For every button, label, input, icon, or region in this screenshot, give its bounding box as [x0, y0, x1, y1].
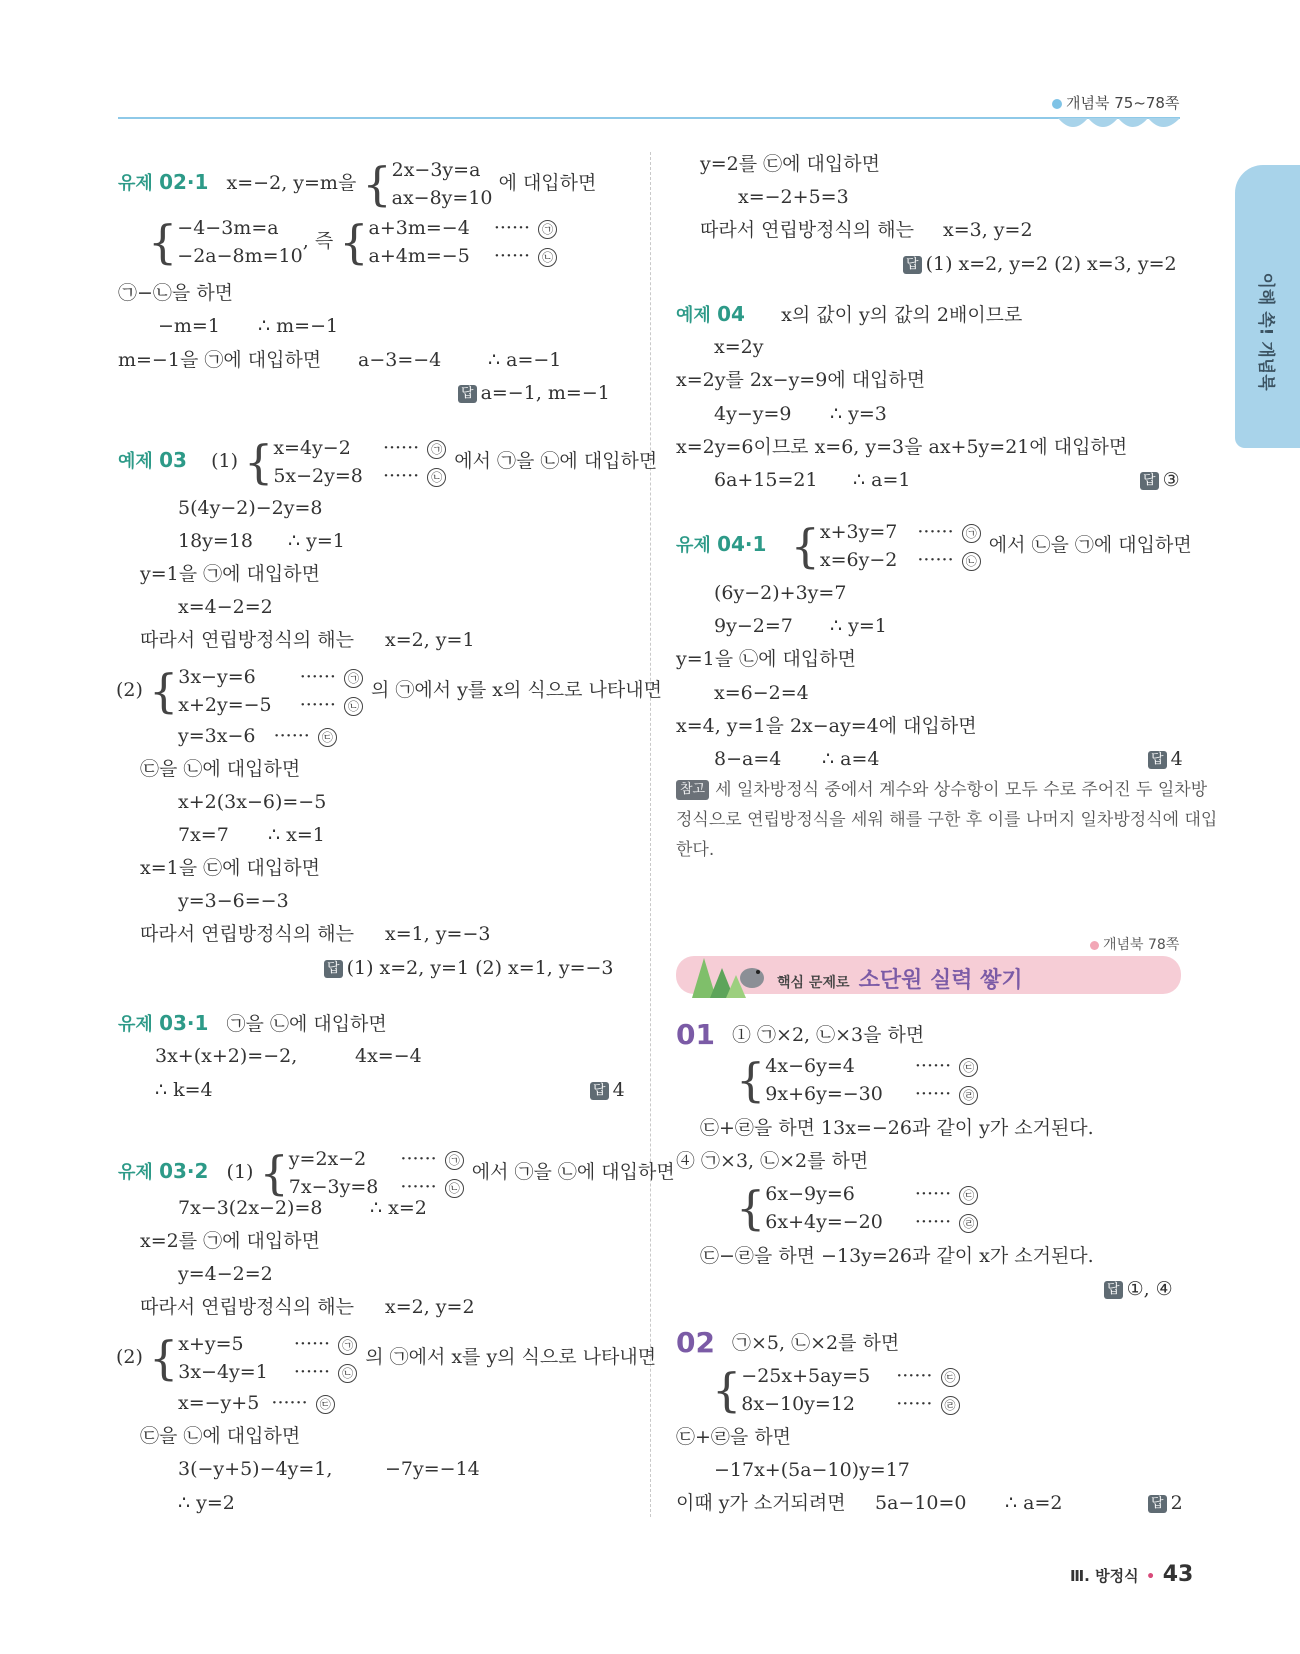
- header-wave-decoration: [1058, 118, 1180, 136]
- text-line: ㉢을 ㉡에 대입하면: [140, 1425, 301, 1447]
- text-line: ㉠×5, ㉡×2를 하면: [732, 1332, 900, 1354]
- text-line: −17x+(5a−10)y=17: [714, 1459, 910, 1481]
- q01-system-2: { 6x−9y=6 6x+4y=−20 ······ ㉢ ······ ㉣: [736, 1180, 980, 1236]
- text-line: ∴ a=1: [853, 469, 911, 491]
- section-ref: 개념북 78쪽: [1090, 934, 1179, 954]
- text-line: ㉠−㉡을 하면: [118, 282, 234, 304]
- text-line: −m=1: [158, 315, 220, 337]
- text-line: ∴ y=2: [178, 1492, 235, 1514]
- tree-bird-illustration: [682, 940, 770, 1000]
- text-line: ∴ a=4: [822, 748, 880, 770]
- text-line: x=1, y=−3: [385, 923, 491, 945]
- text-line: x=2y=6이므로 x=6, y=3을 ax+5y=21에 대입하면: [676, 436, 1128, 458]
- text-line: x=2를 ㉠에 대입하면: [140, 1230, 320, 1252]
- text-line: y=2를 ㉢에 대입하면: [700, 153, 880, 175]
- text-line: x=3, y=2: [943, 219, 1033, 241]
- text-line: 6a+15=21: [714, 469, 818, 491]
- text-line: a−3=−4: [358, 349, 442, 371]
- problem-02-1-intro: 유제 02·1 x=−2, y=m을 { 2x−3y=a ax−8y=10 에 대입하면: [118, 157, 597, 211]
- text-line: 4y−y=9: [714, 403, 792, 425]
- problem-04-1-intro: 유제 04·1 { x+3y=7 x=6y−2 ······ ㉠ ······ ㉡ 에서 ㉡을 ㉠에 대입하면: [676, 519, 1192, 573]
- text-line: 3(−y+5)−4y=1,: [178, 1458, 333, 1480]
- text-line: ∴ x=2: [370, 1197, 427, 1219]
- question-number: 02: [676, 1326, 715, 1359]
- text-line: 5(4y−2)−2y=8: [178, 497, 323, 519]
- text-line: 18y=18: [178, 530, 254, 552]
- answer: 답 2: [1148, 1490, 1183, 1516]
- text-line: ∴ y=3: [830, 403, 887, 425]
- text-line: x=4, y=1을 2x−ay=4에 대입하면: [676, 715, 977, 737]
- answer: 답 (1) x=2, y=2 (2) x=3, y=2: [903, 251, 1177, 277]
- problem-label: 유제 03·2: [118, 1159, 209, 1183]
- text-line: −7y=−14: [385, 1458, 480, 1480]
- question-number: 01: [676, 1018, 715, 1051]
- example-03-part2: (2) { 3x−y=6 x+2y=−5 ······ ㉠ ······ ㉡ 의 ㉠에서 y를 x의 식으로 나타내면: [116, 664, 662, 718]
- text-line: x=2y를 2x−y=9에 대입하면: [676, 369, 926, 391]
- note-tag: 참고: [676, 780, 709, 800]
- problem-02-1-system: { −4−3m=a −2a−8m=10 , 즉 { a+3m=−4 a+4m=−5 ······ ㉠ ······ ㉡: [148, 214, 559, 270]
- column-divider: [650, 152, 651, 1517]
- text-line: m=−1을 ㉠에 대입하면: [118, 349, 322, 371]
- text-line: ㉢+㉣을 하면 13x=−26과 같이 y가 소거된다.: [700, 1117, 1094, 1139]
- text-line: (6y−2)+3y=7: [714, 582, 847, 604]
- text-line: 이때 y가 소거되려면: [676, 1492, 846, 1514]
- text-line: y=1을 ㉠에 대입하면: [140, 563, 320, 585]
- text-line: 따라서 연립방정식의 해는: [140, 1296, 354, 1318]
- text-line: 따라서 연립방정식의 해는: [140, 629, 354, 651]
- section-title: 핵심 문제로 소단원 실력 쌓기: [777, 968, 1023, 993]
- text-line: 4x=−4: [355, 1045, 422, 1067]
- text-line: ㉢+㉣을 하면: [676, 1426, 792, 1448]
- problem-label: 예제 03: [118, 448, 187, 472]
- text-line: 5a−10=0: [875, 1492, 967, 1514]
- text-line: 7x=7: [178, 824, 229, 846]
- text-line: 3x+(x+2)=−2,: [155, 1045, 298, 1067]
- text-line: y=3−6=−3: [178, 890, 289, 912]
- answer: 답 4: [1148, 746, 1183, 772]
- bullet-dot-icon: [1052, 99, 1062, 109]
- page-footer: Ⅲ. 방정식 • 43: [1070, 1562, 1194, 1587]
- text-line: ∴ x=1: [268, 824, 325, 846]
- text-line: y=4−2=2: [178, 1263, 273, 1285]
- example-04-intro: 예제 04 x의 값이 y의 값의 2배이므로: [676, 302, 1023, 326]
- text-line: y=1을 ㉡에 대입하면: [676, 648, 856, 670]
- text-line: ∴ y=1: [830, 615, 887, 637]
- q02-system: { −25x+5ay=5 8x−10y=12 ······ ㉢ ······ ㉣: [712, 1362, 962, 1418]
- problem-label: 유제 04·1: [676, 532, 767, 556]
- text-line: 따라서 연립방정식의 해는: [700, 219, 914, 241]
- text-line: ∴ y=1: [288, 530, 345, 552]
- text-line: 9y−2=7: [714, 615, 793, 637]
- text-line: y=3x−6 ······ ㉢: [178, 723, 339, 749]
- example-03-intro: 예제 03 (1) { x=4y−2 5x−2y=8 ······ ㉠ ······ ㉡ 에서 ㉠을 ㉡에 대입하면: [118, 435, 658, 489]
- text-line: x=−y+5 ······ ㉢: [178, 1390, 337, 1416]
- text-line: 8−a=4: [714, 748, 782, 770]
- text-line: ∴ a=2: [1005, 1492, 1063, 1514]
- text-line: 따라서 연립방정식의 해는: [140, 923, 354, 945]
- text-line: x=6−2=4: [714, 682, 809, 704]
- problem-03-1-intro: 유제 03·1 ㉠을 ㉡에 대입하면: [118, 1011, 387, 1035]
- answer: 답 ①, ④: [1104, 1276, 1173, 1302]
- header-rule: [118, 117, 1180, 119]
- text-line: ㉢−㉣을 하면 −13y=26과 같이 x가 소거된다.: [700, 1245, 1094, 1267]
- text-line: ∴ k=4: [155, 1079, 213, 1101]
- text-line: x+2(3x−6)=−5: [178, 791, 327, 813]
- q01-system-1: { 4x−6y=4 9x+6y=−30 ······ ㉢ ······ ㉣: [736, 1052, 980, 1108]
- bullet-dot-icon: [1090, 941, 1099, 950]
- text-line: ① ㉠×2, ㉡×3을 하면: [732, 1024, 925, 1046]
- answer: 답 (1) x=2, y=1 (2) x=1, y=−3: [324, 955, 614, 981]
- text-line: x=2, y=1: [385, 629, 475, 651]
- answer: 답 a=−1, m=−1: [458, 380, 610, 406]
- answer: 답 ③: [1140, 467, 1180, 493]
- reference-note: 참고 세 일차방정식 중에서 계수와 상수항이 모두 수로 주어진 두 일차방 정식으로 연립방정식을 세워 해를 구한 후 이를 나머지 일차방정식에 대입 한다.: [676, 780, 1218, 860]
- page-number: 43: [1162, 1562, 1194, 1587]
- concept-ref: 개념북 75~78쪽: [1052, 92, 1179, 113]
- problem-label: 예제 04: [676, 302, 745, 326]
- text-line: x=−2+5=3: [738, 186, 849, 208]
- side-tab-label: 이해 쏙! 개념북: [1255, 272, 1276, 391]
- problem-label: 유제 03·1: [118, 1011, 209, 1035]
- problem-label: 유제 02·1: [118, 170, 209, 194]
- answer: 답 4: [590, 1077, 625, 1103]
- text-line: ∴ a=−1: [488, 349, 562, 371]
- text-line: ㉢을 ㉡에 대입하면: [140, 758, 301, 780]
- problem-03-2-part2: (2) { x+y=5 3x−4y=1 ······ ㉠ ······ ㉡ 의 ㉠에서 x를 y의 식으로 나타내면: [116, 1331, 657, 1385]
- text-line: ∴ m=−1: [258, 315, 339, 337]
- problem-03-2-intro: 유제 03·2 (1) { y=2x−2 7x−3y=8 ······ ㉠ ······ ㉡ 에서 ㉠을 ㉡에 대입하면: [118, 1146, 675, 1200]
- text-line: x=2y: [714, 336, 764, 358]
- text-line: x=1을 ㉢에 대입하면: [140, 857, 320, 879]
- text-line: ④ ㉠×3, ㉡×2를 하면: [676, 1150, 869, 1172]
- text-line: x=2, y=2: [385, 1296, 475, 1318]
- text-line: 7x−3(2x−2)=8: [178, 1197, 323, 1219]
- text-line: x=4−2=2: [178, 596, 273, 618]
